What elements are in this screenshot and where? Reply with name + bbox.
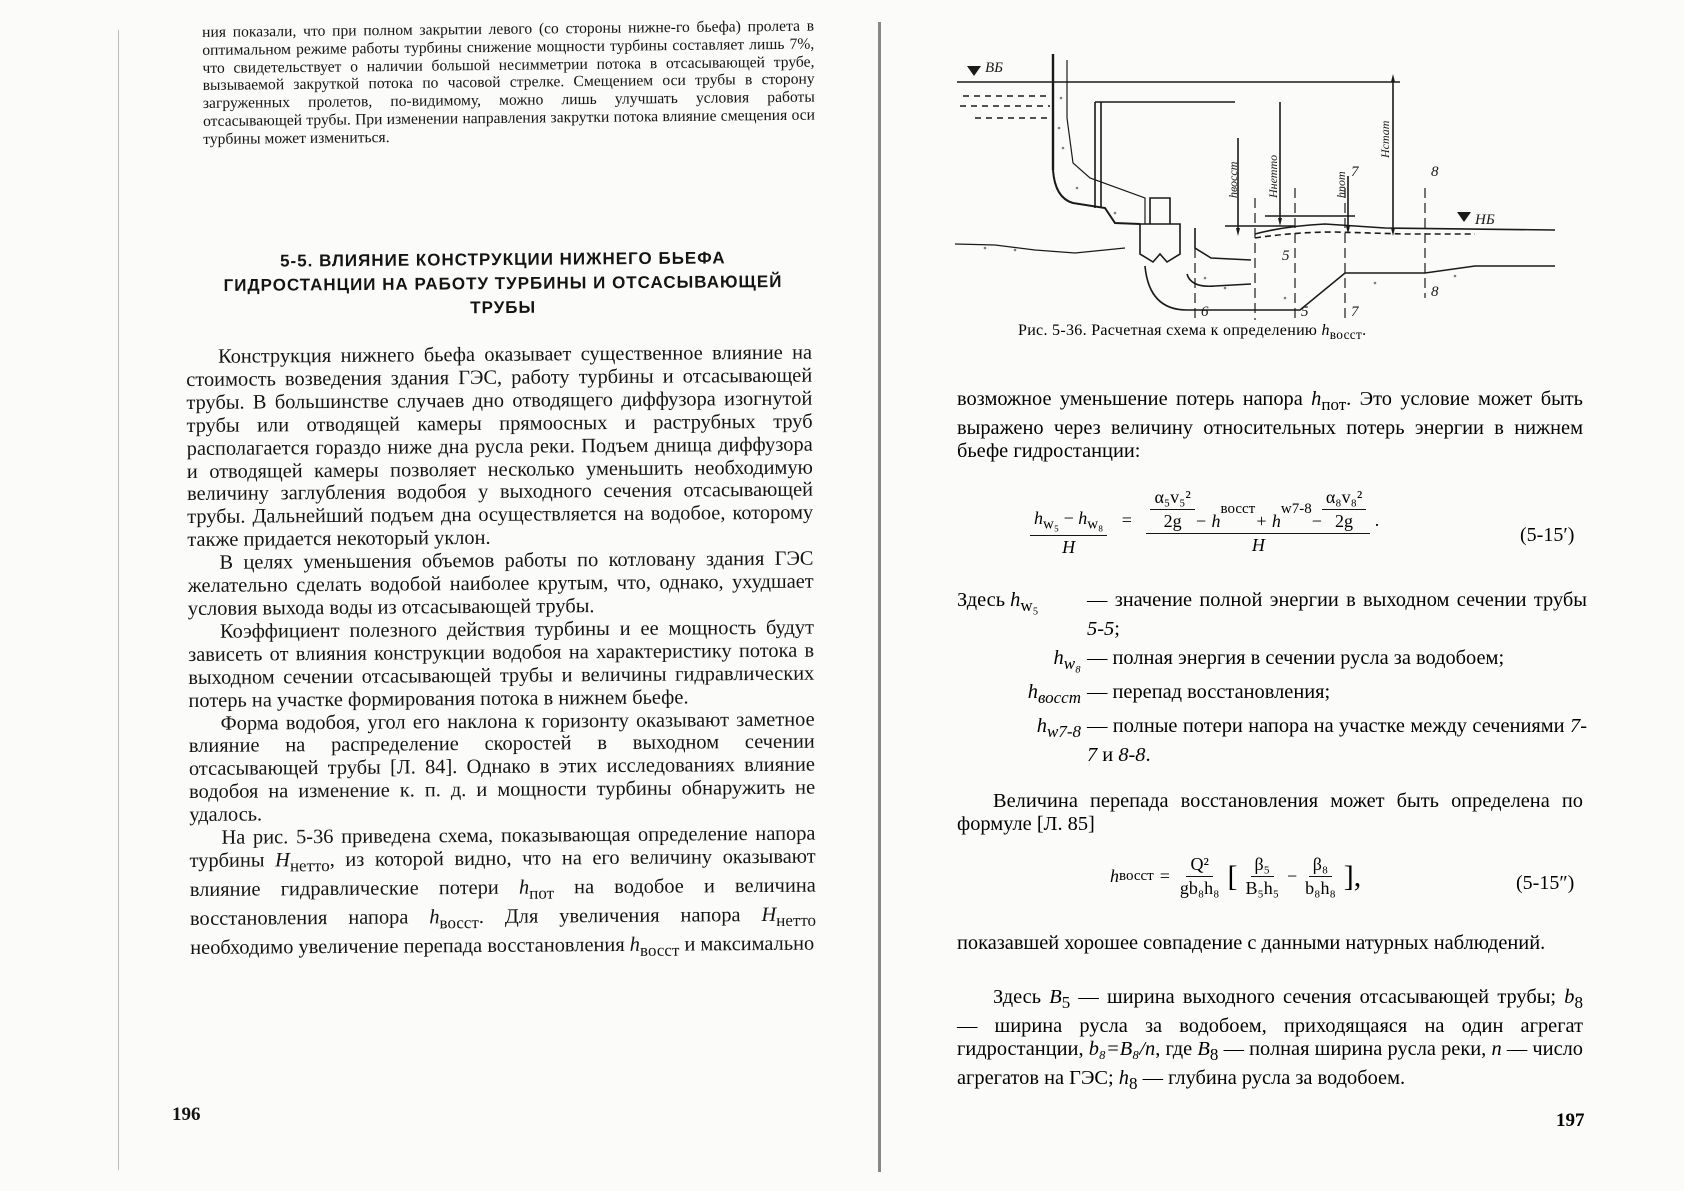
label-section-5: 5 — [1282, 248, 1290, 264]
section-title-line2: ГИДРОСТАНЦИИ НА РАБОТУ ТУРБИНЫ И ОТСАСЫВАЮЩЕЙ — [223, 272, 783, 295]
label-hnetto: Hнетто — [1266, 154, 1280, 198]
paragraph-2: В целях уменьшения объемов работы по котловану здания ГЭС желательно сделать водобой наиболее крутым, что, однако, ухудшает условия выхода воды из отсасывающей трубы. — [187, 547, 814, 620]
right-paragraph-3: показавшей хорошее совпадение с данными натурных наблюдений. — [957, 932, 1546, 954]
label-vb: ВБ — [985, 60, 1004, 76]
label-section-8-bottom: 8 — [1431, 284, 1439, 300]
paragraph-4: Форма водобоя, угол его наклона к горизонту оказывают заметное влияние на распределение скоростей в выходном сечении отсасывающей трубы [Л. 84]. Однако в этих исследованиях влияние водобоя на изменение к. п. д. и мощности турбины обнаружить не удалось. — [188, 708, 816, 827]
definition-hw5: Здесь $h_{w_5}$ — значение полной энергии в выходном сечении трубы 5-5; — [957, 589, 1587, 640]
page-number-left: 196 — [172, 1104, 201, 1125]
label-hstat: Hстат — [1378, 120, 1392, 158]
definition-hvosst: $h_{восст}$ — перепад восстановления; — [1027, 681, 1331, 708]
intro-paragraph: ния показали, что при полном закрытии левого (со стороны нижне-го бьефа) пролета в оптимальном режиме работы турбины снижение мощности турбины составляет лишь 7%, что свидетельствует о наличии большой несимметрии потока в отсасывающей трубе, вызываемой закруткой потока по часовой стрелке. Смещением оси трубы в сторону загруженных пролетов, по-видимому, можно лишь улучшать условия работы отсасывающей трубы. При изменении направления закрутки потока влияние смещения оси турбины может измениться. — [202, 17, 816, 148]
equation-5-15-double-prime: h восст = $\frac{\text{Q²}}{\text{gb₈h₈}}$ [ $\frac{\text{β₅}}{\text{B₅h₅}}$ − $\frac{\text{β₈}}{\text{b₈h₈}}$ ], — [1110, 854, 1362, 898]
section-title-line1: 5-5. ВЛИЯНИЕ КОНСТРУКЦИИ НИЖНЕГО БЬЕФА — [280, 248, 726, 271]
label-hpot: hпот — [1334, 171, 1348, 198]
headwater-marker-icon — [967, 66, 981, 76]
equation-5-15-prime: $\frac{h_{w_5} - h_{w_8}}{H}$ = $\frac{\text{α₅v₅²}}{2g}$ − h $^{восст}$ + h $^{w7-8}$ − $\frac{\text{α₈v₈²}}{2g}$ H . — [1030, 486, 1379, 558]
paragraph-5: На рис. 5-36 приведена схема, показывающая определение напора турбины $H_{нетто}$, из которой видно, что на его величину оказывают влияние гидравлические потери $h_{пот}$ на водобое и величина восстановления напора $h_{восст}$. Для увеличения напора $H_{нетто}$ необходимо увеличение перепада восстановления $h_{восст}$ и максимально — [189, 822, 817, 960]
equation-number-1: (5-15′) — [1520, 524, 1575, 546]
calculation-scheme-figure — [955, 48, 1555, 320]
label-section-7: 7 — [1351, 164, 1359, 180]
right-paragraph-2: Величина перепада восстановления может быть определена по формуле [Л. 85] — [957, 790, 1583, 835]
section-title-line3: ТРУБЫ — [470, 297, 537, 318]
tailwater-marker-icon — [1457, 212, 1471, 222]
figure-caption: Рис. 5-36. Расчетная схема к определению $h_{восст}$. — [1018, 322, 1367, 343]
left-body — [186, 342, 816, 966]
right-paragraph-1: возможное уменьшение потерь напора $h_{пот}$. Это условие может быть выражено через величину относительных потерь энергии в нижнем бьефе гидростанции: — [957, 388, 1583, 462]
label-nb: НБ — [1475, 212, 1495, 228]
definition-hw78: $h_{w7-8}$ — полные потери напора на участке между сечениями 7-7 и 8-8. — [1036, 715, 1587, 767]
label-hvosst: hвосст — [1226, 161, 1240, 198]
right-paragraph-4: Здесь $B_5$ — ширина выходного сечения отсасывающей трубы; $b_8$ — ширина русла за водобоем, приходящаяся на один агрегат гидростанции, b₈=B₈/n, где $B_8$ — полная ширина русла реки, n — число агрегатов на ГЭС; $h_8$ — глубина русла за водобоем. — [957, 986, 1583, 1093]
definitions-list — [957, 586, 1587, 770]
paragraph-1: Конструкция нижнего бьефа оказывает существенное влияние на стоимость возведения здания ГЭС, работу турбины и отсасывающей трубы. В большинстве случаев дно отводящего диффузора изогнутой трубы или отводящей камеры прямоосных и раструбных труб располагается гораздо ниже дна русла реки. Подъем днища диффузора и отводящей камеры позволяет несколько уменьшить необходимую величину заглубления водобоя у выходного сечения отсасывающей трубы. Дальнейший подъем дна осуществляется на водобое, которому также придается некоторый уклон. — [186, 341, 814, 552]
label-section-5-bottom: 5 — [1301, 304, 1309, 320]
equation-number-2: (5-15″) — [1516, 872, 1575, 894]
paragraph-3: Коэффициент полезного действия турбины и ее мощность будут зависеть от влияния конструкции водобоя на характеристику потока в выходном сечении отсасывающей трубы и величины гидравлических потерь на участке формирования потока в нижнем бьефе. — [188, 616, 815, 712]
label-section-6: 6 — [1201, 304, 1209, 320]
label-section-8: 8 — [1431, 164, 1439, 180]
section-title — [188, 246, 818, 322]
label-section-7-bottom: 7 — [1351, 304, 1359, 320]
page-number-right: 197 — [1556, 1110, 1585, 1131]
definition-hw8: $h_{w_8}$ — полная энергия в сечении русла за водобоем; — [1053, 647, 1505, 674]
